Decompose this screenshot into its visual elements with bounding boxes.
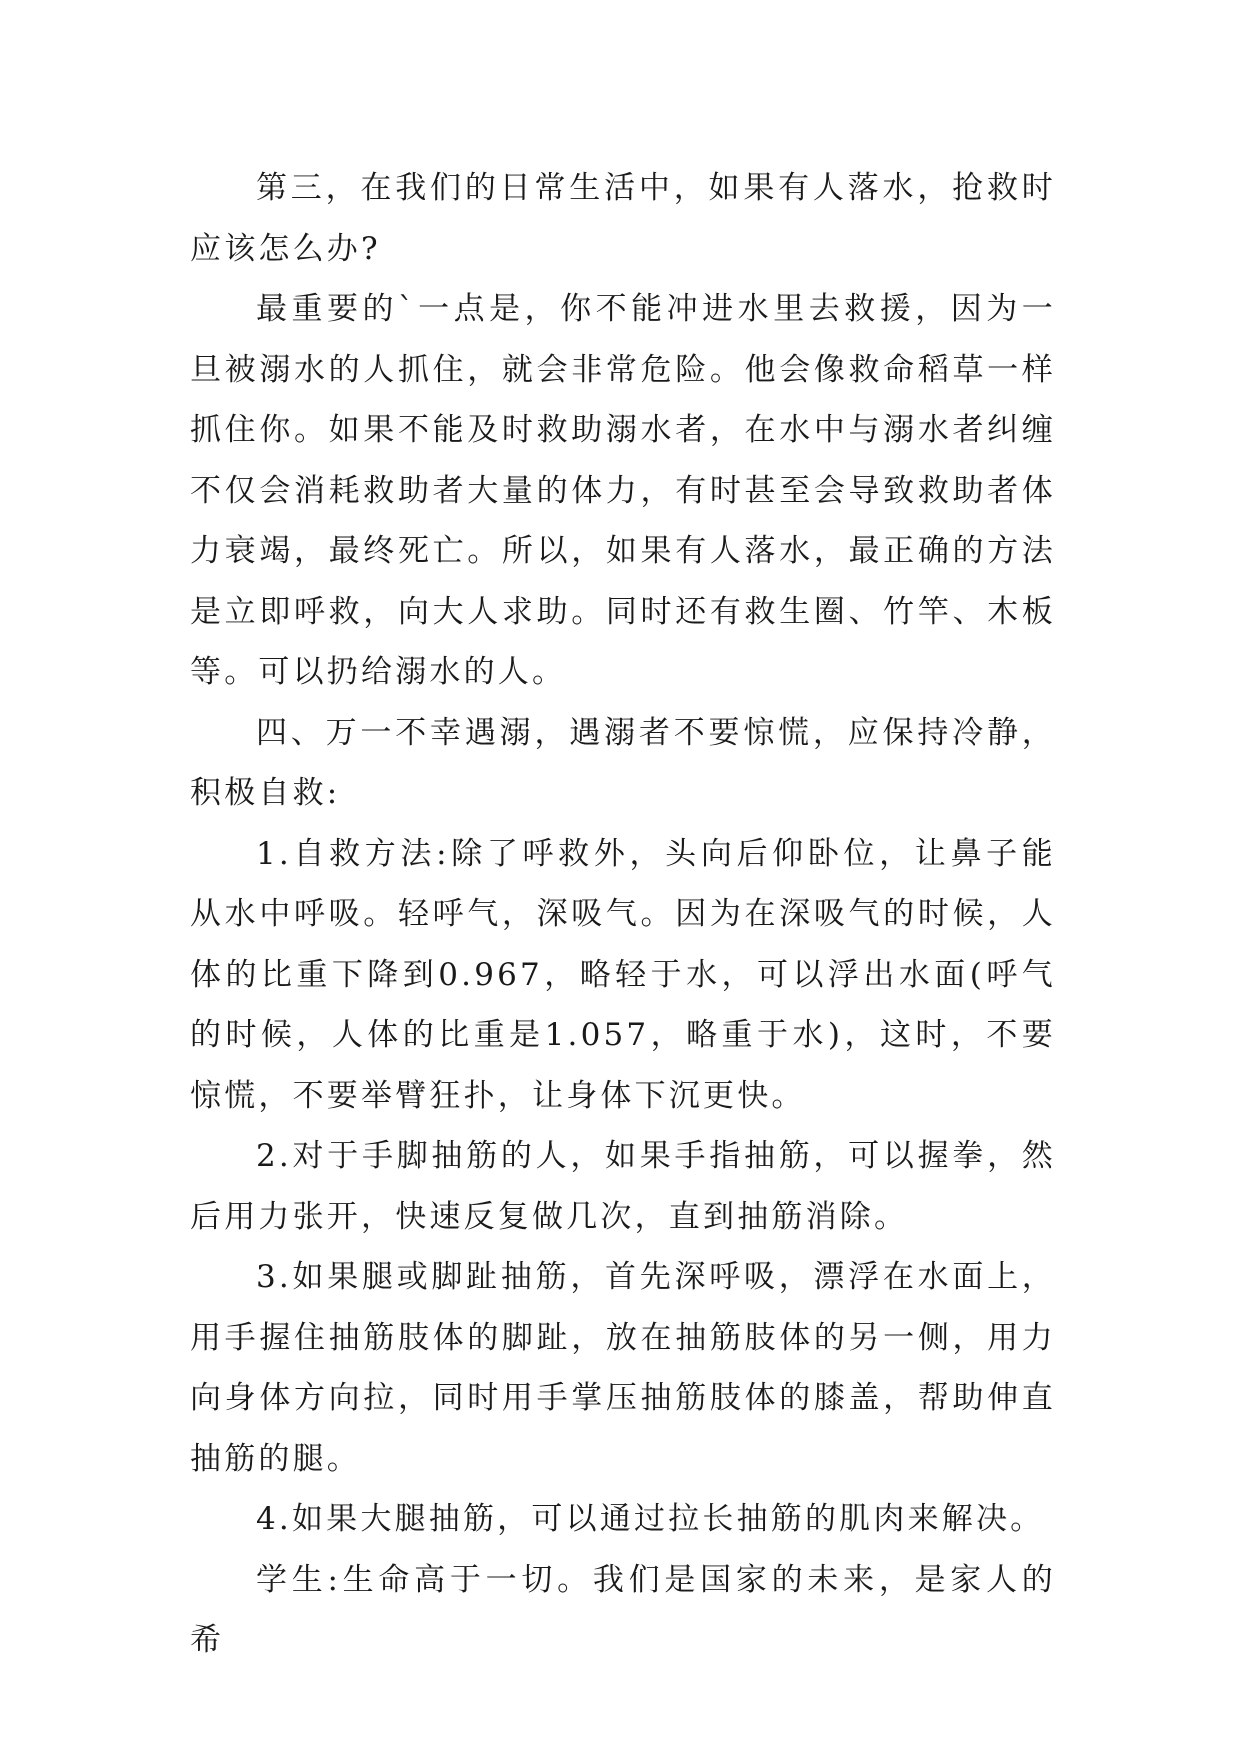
paragraph-self-rescue-method: 1.自救方法:除了呼救外，头向后仰卧位，让鼻子能从水中呼吸。轻呼气，深吸气。因为在深吸气的时候，人体的比重下降到0.967，略轻于水，可以浮出水面(呼气的时候，人体的比重是1.057，略重于水)，这时，不要惊慌，不要举臂狂扑，让身体下沉更快。 bbox=[190, 835, 1056, 1114]
paragraph-rescue-answer: 最重要的`一点是，你不能冲进水里去救援，因为一旦被溺水的人抓住，就会非常危险。他会像救命稻草一样抓住你。如果不能及时救助溺水者，在水中与溺水者纠缠不仅会消耗救助者大量的体力，有时甚至会导致救助者体力衰竭，最终死亡。所以，如果有人落水，最正确的方法是立即呼救，向大人求助。同时还有救生圈、竹竿、木板等。可以扔给溺水的人。 bbox=[190, 291, 1056, 690]
document-body bbox=[190, 158, 1056, 1671]
paragraph-rescue-question: 第三，在我们的日常生活中，如果有人落水，抢救时应该怎么办? bbox=[190, 170, 1056, 267]
paragraph-self-rescue-heading: 四、万一不幸遇溺，遇溺者不要惊慌，应保持冷静，积极自救: bbox=[190, 714, 1056, 811]
paragraph-hand-cramp: 2.对于手脚抽筋的人，如果手指抽筋，可以握拳，然后用力张开，快速反复做几次，直到抽筋消除。 bbox=[190, 1138, 1056, 1235]
paragraph-student-statement: 学生:生命高于一切。我们是国家的未来，是家人的希 bbox=[190, 1561, 1056, 1658]
paragraph-leg-cramp: 3.如果腿或脚趾抽筋，首先深呼吸，漂浮在水面上，用手握住抽筋肢体的脚趾，放在抽筋肢体的另一侧，用力向身体方向拉，同时用手掌压抽筋肢体的膝盖，帮助伸直抽筋的腿。 bbox=[190, 1259, 1056, 1477]
paragraph-thigh-cramp: 4.如果大腿抽筋，可以通过拉长抽筋的肌肉来解决。 bbox=[256, 1501, 1045, 1537]
